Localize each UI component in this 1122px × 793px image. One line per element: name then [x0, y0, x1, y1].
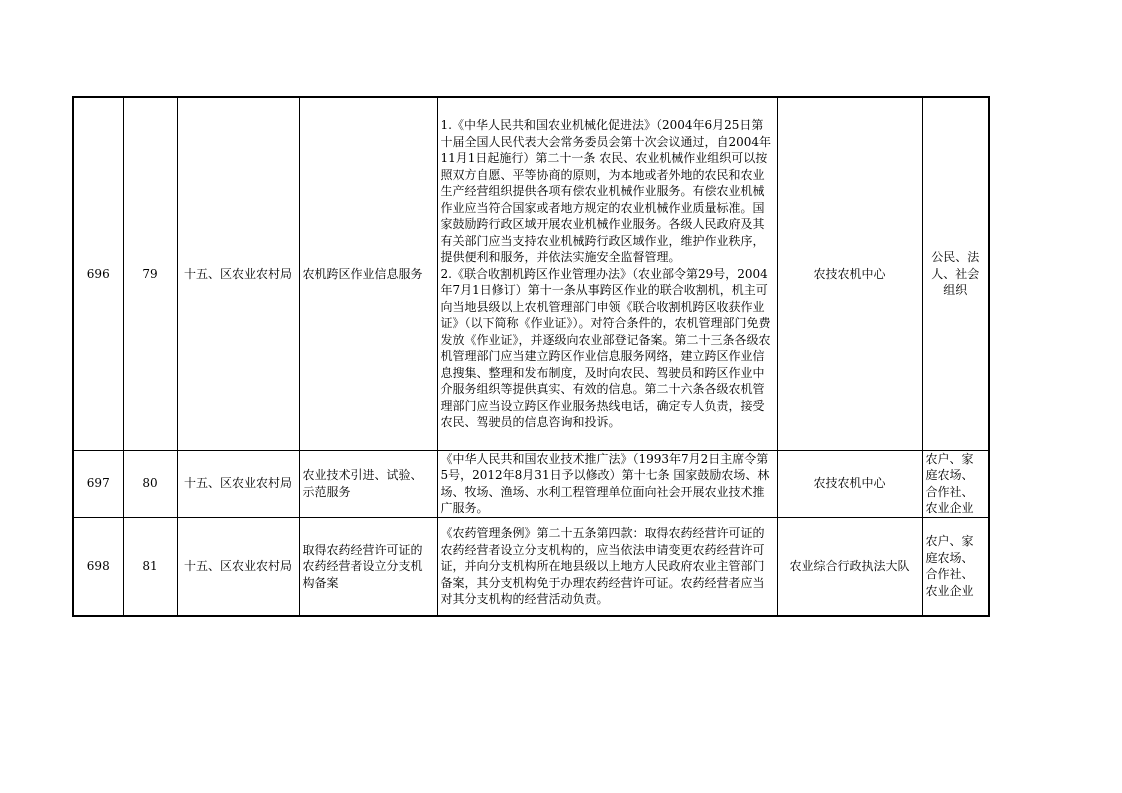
table-row — [73, 97, 989, 450]
table-row — [73, 517, 989, 616]
seq-cell: 697 — [73, 450, 123, 517]
seq-cell: 698 — [73, 517, 123, 616]
service-name-cell: 取得农药经营许可证的农药经营者设立分支机构备案 — [299, 517, 437, 616]
department-cell: 十五、区农业农村局 — [177, 97, 299, 450]
sub-seq-cell: 81 — [123, 517, 177, 616]
department-cell: 十五、区农业农村局 — [177, 450, 299, 517]
implementing-unit-cell: 农技农机中心 — [777, 450, 922, 517]
sub-seq-cell: 79 — [123, 97, 177, 450]
legal-basis-cell — [437, 517, 777, 616]
target-cell: 农户、家庭农场、合作社、农业企业 — [922, 517, 989, 616]
seq-cell: 696 — [73, 97, 123, 450]
legal-basis-cell — [437, 450, 777, 517]
table-row — [73, 450, 989, 517]
service-name-cell: 农机跨区作业信息服务 — [299, 97, 437, 450]
legal-basis-item: 1.《中华人民共和国农业机械化促进法》（2004年6月25日第十届全国人民代表大会常务委员会第十次会议通过，自2004年11月1日起施行）第二十一条 农民、农业机械作业组织可以按照双方自愿、平等协商的原则，为本地或者外地的农民和农业生产经营组织提供各项有偿农业机械作业服务。有偿农业机械作业应当符合国家或者地方规定的农业机械作业质量标准。国家鼓励跨行政区域开展农业机械作业服务。各级人民政府及其有关部门应当支持农业机械跨行政区域作业，维护作业秩序，提供便利和服务，并依法实施安全监督管理。 — [440, 118, 772, 264]
service-name-cell: 农业技术引进、试验、示范服务 — [299, 450, 437, 517]
legal-basis-item: 《农药管理条例》第二十五条第四款：取得农药经营许可证的农药经营者设立分支机构的，应当依法申请变更农药经营许可证，并向分支机构所在地县级以上地方人民政府农业主管部门备案，其分支机构免于办理农药经营许可证。农药经营者应当对其分支机构的经营活动负责。 — [440, 526, 765, 606]
service-list-table — [72, 96, 990, 617]
implementing-unit-cell: 农技农机中心 — [777, 97, 922, 450]
sub-seq-cell: 80 — [123, 450, 177, 517]
target-cell: 公民、法人、社会组织 — [922, 97, 989, 450]
target-cell: 农户、家庭农场、合作社、农业企业 — [922, 450, 989, 517]
legal-basis-item: 2.《联合收割机跨区作业管理办法》（农业部令第29号，2004年7月1日修订）第十一条从事跨区作业的联合收割机，机主可向当地县级以上农机管理部门申领《联合收割机跨区收获作业证》（以下简称《作业证》）。对符合条件的，农机管理部门免费发放《作业证》，并逐级向农业部登记备案。第二十三条各级农机管理部门应当建立跨区作业信息服务网络，建立跨区作业信息搜集、整理和发布制度，及时向农民、驾驶员和跨区作业中介服务组织等提供真实、有效的信息。第二十六条各级农机管理部门应当设立跨区作业服务热线电话，确定专人负责，接受农民、驾驶员的信息咨询和投诉。 — [440, 266, 771, 429]
implementing-unit-cell: 农业综合行政执法大队 — [777, 517, 922, 616]
department-cell: 十五、区农业农村局 — [177, 517, 299, 616]
legal-basis-item: 《中华人民共和国农业技术推广法》（1993年7月2日主席令第5号，2012年8月31日予以修改）第十七条 国家鼓励农场、林场、牧场、渔场、水利工程管理单位面向社会开展农业技术推广服务。 — [440, 451, 770, 515]
legal-basis-cell — [437, 97, 777, 450]
